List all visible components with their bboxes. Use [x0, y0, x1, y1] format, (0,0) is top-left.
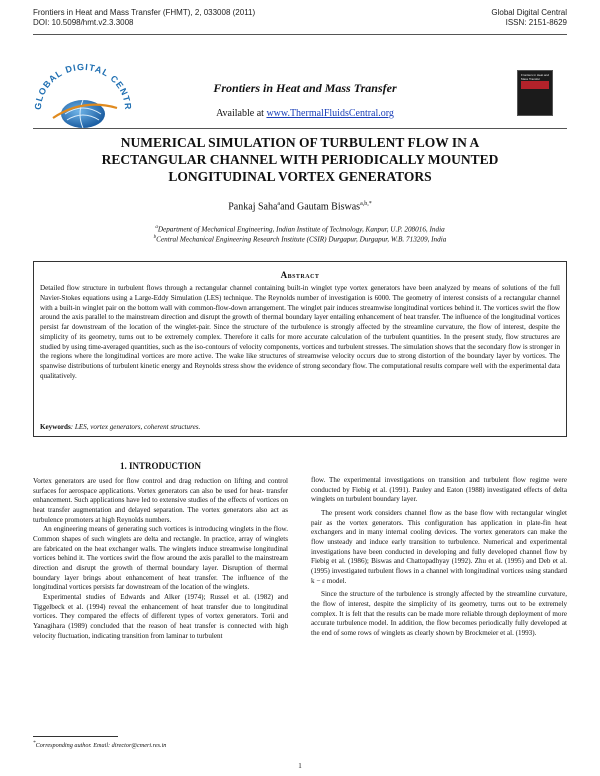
affiliation-b: $^b$Central Mechanical Engineering Research Institute (CSIR) Durgapur, Durgapur, W.B. 713209, India — [153, 235, 447, 244]
keywords-list: : LES, vortex generators, coherent structures. — [70, 423, 201, 431]
publisher-name: Global Digital Central — [491, 8, 567, 17]
journal-citation: Frontiers in Heat and Mass Transfer (FHMT), 2, 033008 (2011) — [33, 8, 256, 17]
cover-band — [521, 81, 549, 89]
author-name: Pankaj Saha — [228, 201, 278, 213]
journal-title: Frontiers in Heat and Mass Transfer — [213, 81, 397, 95]
corresponding-author-note: Corresponding author. Email: director@cmeri.res.in — [35, 742, 167, 750]
running-header-left — [33, 8, 255, 28]
paper-title — [40, 134, 560, 185]
page-number: 1 — [298, 762, 302, 770]
title-line: RECTANGULAR CHANNEL WITH PERIODICALLY MOUNTED — [101, 152, 499, 167]
header-rule-top — [33, 34, 567, 35]
cover-title: Frontiers in Heat and Mass Transfer — [521, 73, 550, 81]
abstract-heading: Abstract — [280, 270, 320, 280]
paragraph: Experimental studies of Edwards and Alker (1974); Russel et al. (1982) and Tiggelbeck et al. (1994) reveal the enhancement of heat transfer due to longitudinal vortices. They compared the effects of different types of vortex generators. Torii and Yanagihara (1989) concluded that the reason of heat transfer is connected with high velocity fluctuation, indicating transition from laminar to turbulent — [33, 592, 288, 640]
right-column — [311, 476, 567, 639]
availability-line: Available at www.ThermalFluidsCentral.org — [216, 108, 394, 119]
header-rule-bottom — [33, 128, 567, 129]
author-line: Pankaj Saha$^a$and Gautam Biswas$^{a,b,*}$ — [228, 201, 372, 213]
paragraph: An engineering means of generating such vortices is introducing winglets in the flow. Common shapes of such winglets are delta and rectangle. In practice, array of winglets are fabricated on the heat exchanger walls. The winglets induce streamwise longitudinal vortices behind it. The vortices swirl the flow around the axis parallel to the mainstream direction and disrupt the growth of thermal boundary layer. Disruption of thermal boundary layer brings about enhancement of heat transfer. The influence of the longitudinal vortices persists far downstream of the location of the winglets. — [33, 525, 288, 592]
author-name: and Gautam Biswas — [280, 201, 361, 213]
running-header-right — [491, 8, 567, 28]
journal-cover-thumbnail — [517, 70, 553, 116]
paragraph: Vortex generators are used for flow control and drag reduction on lifting and control surfaces for aerospace applications. Vortex generators can also be used for heat- transfer enhancement. Such applications have led to extensive studies of the effects of vortices on heat transfer augmentation and delayed separation. The vortex generators also act as turbulence promoters at high Reynolds numbers. — [33, 477, 288, 524]
keywords-label: Keywords — [40, 423, 71, 431]
doi-text: DOI: 10.5098/hmt.v2.3.3008 — [33, 18, 134, 27]
footnote: *Corresponding author. Email: director@cmeri.res.in — [33, 740, 167, 750]
left-column — [33, 477, 288, 641]
issn-text: ISSN: 2151-8629 — [505, 18, 567, 27]
footnote-rule — [33, 736, 118, 737]
journal-url-link[interactable]: www.ThermalFluidsCentral.org — [266, 108, 394, 119]
section-heading-introduction: 1. INTRODUCTION — [119, 461, 201, 471]
keywords — [40, 423, 560, 432]
paragraph: Since the structure of the turbulence is strongly affected by the streamline curvature, the flow of interest, despite the simplicity of its geometry, turns out to be extremely complex. It is felt that the results can be made more reliable through deployment of more accurate turbulence model. In addition, the flow becomes periodically fully developed at the end of some rows of winglets as clearly shown by Brockmeier et al. (1993). — [311, 590, 567, 637]
abstract-text: Detailed flow structure in turbulent flows through a rectangular channel containing built-in winglet type vortex generators have been analyzed by means of solutions of the full Navier-Stokes equations using a Large-Eddy Simulation (LES) technique. The Reynolds number of investigation is 6000. The geometry of interest consists of a rectangular channel with a built-in winglet pair on the bottom wall with common-flow-down arrangement. The winglet pair induces streamwise longitudinal vortices behind it. The vortices swirl the flow around the axis parallel to the mainstream direction and disrupt the growth of thermal boundary layer entailing enhancement of heat transfer. The influence of the longitudinal vortices persist far downstream of the location of the winglet-pair. Since the structure of the turbulence is strongly affected by the streamline curvature, the flow of interest, despite the simplicity of its geometry, turns out to be extremely complex. Therefore it calls for more accurate calculation of the turbulent quantities. In the present study, flow structures are studied by using time-averaged quantities, such as the iso-contours of velocity components, vortices and turbulent stresses. The simulation shows that the secondary flow is stronger in the regions where the longitudinal vortices are more active. The wake like structures of streamwise velocity occurs due to strong distortion of the boundary layer by vortices. The spanwise distributions of turbulent kinetic energy and Reynolds stress show the evidence of strong secondary flow. The computational results compare well with the experimental data qualitatively. — [40, 284, 560, 380]
logo-arc-text: GLOBAL DIGITAL CENTR — [33, 61, 133, 111]
affiliation-a: $^a$Department of Mechanical Engineering, Indian Institute of Technology, Kanpur, U.P. 208016, India — [155, 225, 445, 234]
title-line: NUMERICAL SIMULATION OF TURBULENT FLOW IN A — [120, 135, 480, 150]
paragraph: The present work considers channel flow as the base flow with rectangular winglet pair as the vortex generators. This configuration has application in plate-fin heat exchangers and in many internal cooling devices. The vortex generators can make the flow unsteady and induce early transition to turbulence. Numerical and experimental investigations have been conducted in developing and fully developed channel flow by Fiebig et al. (1986); Biswas and Chattopadhyay (1992). Zhu et al. (1995) and Deb et al. (1995) investigated turbulent flows in a channel with longitudinal vortices using standard k − ε model. — [311, 508, 567, 585]
global-digital-central-logo — [33, 58, 133, 130]
title-line: LONGITUDINAL VORTEX GENERATORS — [168, 169, 432, 184]
paragraph: flow. The experimental investigations on transition and turbulent flow regime were conducted by Fiebig et al. (1991). Pauley and Eaton (1988) investigated effects of delta winglets on turbulent boundary layer. — [311, 476, 567, 504]
